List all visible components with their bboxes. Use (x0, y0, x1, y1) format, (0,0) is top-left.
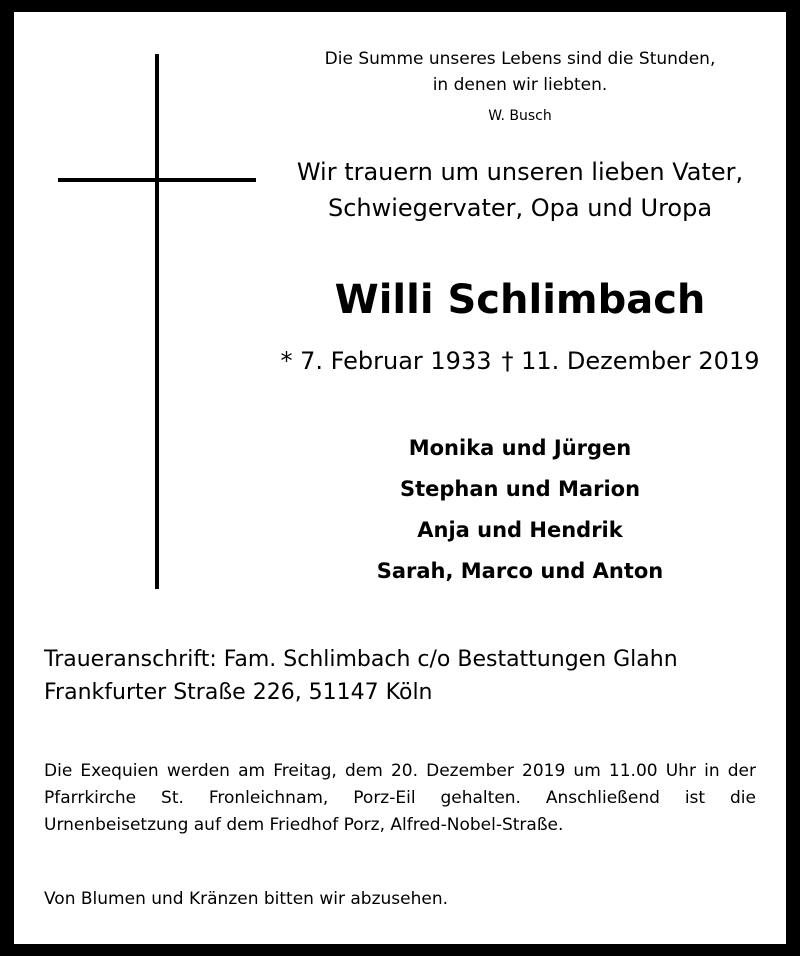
cross-vertical-bar (155, 54, 159, 589)
address-line-1: Traueranschrift: Fam. Schlimbach c/o Bestattungen Glahn (44, 647, 678, 672)
death-date: † 11. Dezember 2019 (501, 347, 760, 375)
mourning-line-2: Schwiegervater, Opa und Uropa (327, 194, 713, 222)
family-list (270, 428, 770, 592)
address-line-2: Frankfurter Straße 226, 51147 Köln (44, 680, 433, 705)
quote-line-1: Die Summe unseres Lebens sind die Stunden, (324, 49, 716, 69)
family-entry: Monika und Jürgen (408, 436, 632, 460)
cross-horizontal-bar (58, 178, 256, 182)
deceased-name: Willi Schlimbach (334, 277, 706, 323)
life-dates (270, 344, 770, 378)
mourning-text (270, 154, 770, 226)
family-entry: Sarah, Marco und Anton (376, 559, 664, 583)
quote-author: W. Busch (488, 108, 552, 124)
ceremony-details: Die Exequien werden am Freitag, dem 20. Dezember 2019 um 11.00 Uhr in der Pfarrkirche St. Fronleichnam, Porz-Eil gehalten. Anschließend ist die Urnenbeisetzung auf dem Friedhof Porz, Alfred-Nobel-Straße. (44, 761, 756, 835)
quote (270, 46, 770, 98)
mourning-address (44, 643, 764, 709)
quote-line-2: in denen wir liebten. (432, 75, 608, 95)
family-entry: Anja und Hendrik (417, 518, 623, 542)
family-entry: Stephan und Marion (399, 477, 641, 501)
birth-date: * 7. Februar 1933 (280, 347, 492, 375)
closing-note: Von Blumen und Kränzen bitten wir abzusehen. (44, 889, 449, 909)
mourning-line-1: Wir trauern um unseren lieben Vater, (296, 158, 744, 186)
